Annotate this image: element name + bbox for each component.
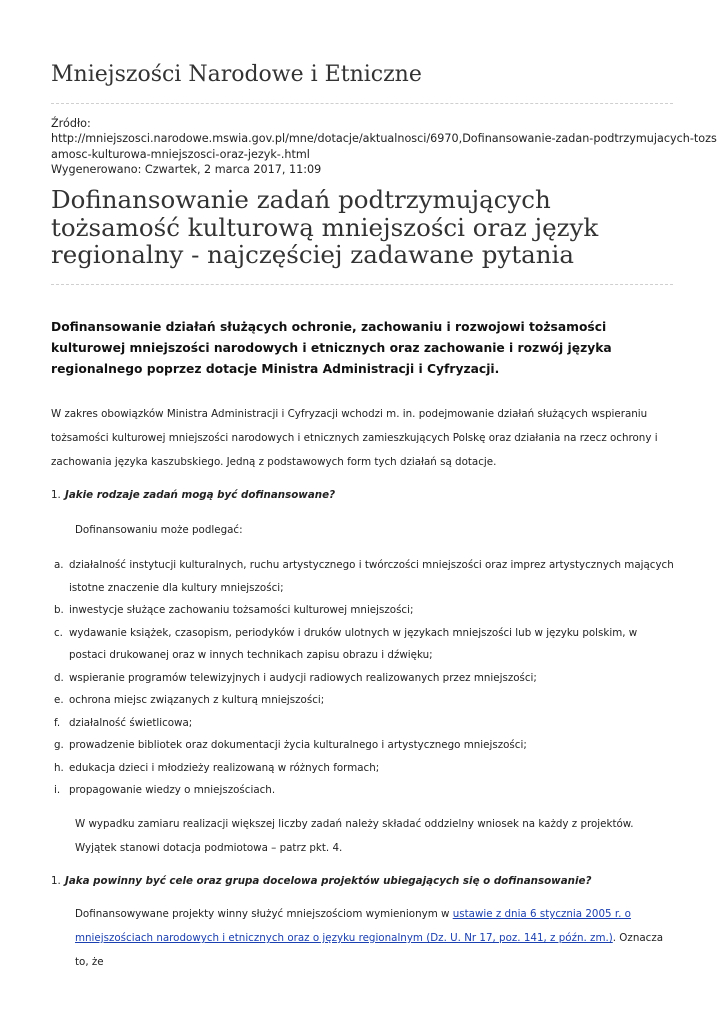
list-item-text: propagowanie wiedzy o mniejszościach. <box>69 784 276 796</box>
list-item <box>51 779 676 802</box>
source-url-line-1: http://mniejszosci.narodowe.mswia.gov.pl/mne/dotacje/aktualnosci/6970,Dofinansowanie-zadan-podtrzymujacych-tozs <box>51 132 717 146</box>
list-item <box>51 712 676 735</box>
eligible-tasks-list <box>51 554 676 802</box>
list-item-text: wydawanie książek, czasopism, periodyków i druków ulotnych w językach mniejszości lub w języku polskim, w postaci drukowanej oraz w innych technikach zapisu obrazu i dźwięku; <box>69 626 638 661</box>
question-1-lead-in: Dofinansowaniu może podlegać: <box>75 524 243 536</box>
list-item-marker: i. <box>54 784 61 796</box>
list-item-text: działalność świetlicowa; <box>69 716 193 729</box>
list-item-marker: g. <box>54 739 64 751</box>
source-label: Źródło: <box>51 117 91 130</box>
list-item <box>51 667 676 690</box>
list-item <box>51 689 676 712</box>
statute-link[interactable]: ustawie z dnia 6 stycznia 2005 r. o mniejszościach narodowych i etnicznych oraz o języku regionalnym (Dz. U. Nr 17, poz. 141, z późn. zm.) <box>75 908 631 944</box>
generated-timestamp: Wygenerowano: Czwartek, 2 marca 2017, 11:09 <box>51 163 322 177</box>
question-2-answer <box>75 902 675 974</box>
list-item-marker: d. <box>54 671 64 684</box>
article-lead: Dofinansowanie działań służących ochronie, zachowaniu i rozwojowi tożsamości kulturowej mniejszości narodowych i etnicznych oraz zachowanie i rozwój języka regionalnego poprzez dotacje Ministra Administracji i Cyfryzacji. <box>51 320 612 376</box>
list-item-text: działalność instytucji kulturalnych, ruchu artystycznego i twórczości mniejszości oraz imprez artystycznych mających istotne znaczenie dla kultury mniejszości; <box>69 559 674 594</box>
list-item-text: ochrona miejsc związanych z kulturą mniejszości; <box>69 694 325 706</box>
question-1 <box>51 488 335 502</box>
site-title: Mniejszości Narodowe i Etniczne <box>51 62 422 87</box>
list-item-marker: a. <box>54 559 64 571</box>
answer-text-after-link: . Oznacza to, że <box>75 932 664 968</box>
header-divider <box>51 103 673 104</box>
document-meta <box>51 116 717 178</box>
question-1-number: 1. <box>51 489 61 501</box>
source-url-line-2: amosc-kulturowa-mniejszosci-oraz-jezyk-.html <box>51 147 310 161</box>
list-item <box>51 554 676 599</box>
question-2 <box>51 874 591 888</box>
list-item-marker: b. <box>54 604 64 616</box>
list-item-text: prowadzenie bibliotek oraz dokumentacji życia kulturalnego i artystycznego mniejszości; <box>69 739 527 751</box>
list-item-marker: h. <box>54 761 64 774</box>
list-item <box>51 599 676 622</box>
list-item-text: wspieranie programów telewizyjnych i audycji radiowych realizowanych przez mniejszości; <box>69 671 537 684</box>
article-title: Dofinansowanie zadań podtrzymujących tożsamość kulturową mniejszości oraz język regionalny - najczęściej zadawane pytania <box>51 185 599 269</box>
question-1-note: W wypadku zamiaru realizacji większej liczby zadań należy składać oddzielny wniosek na każdy z projektów. Wyjątek stanowi dotacja podmiotowa – patrz pkt. 4. <box>75 818 634 854</box>
title-divider <box>51 284 673 285</box>
question-2-text: Jaka powinny być cele oraz grupa docelowa projektów ubiegających się o dofinansowanie? <box>65 875 592 887</box>
article-intro: W zakres obowiązków Ministra Administracji i Cyfryzacji wchodzi m. in. podejmowanie działań służących wspieraniu tożsamości kulturowej mniejszości narodowych i etnicznych zamieszkujących Polskę oraz działania na rzecz ochrony i zachowania języka kaszubskiego. Jedną z podstawowych form tych działań są dotacje. <box>51 408 658 468</box>
list-item-marker: c. <box>54 626 63 639</box>
list-item-marker: f. <box>54 716 61 729</box>
list-item <box>51 757 676 780</box>
list-item <box>51 734 676 757</box>
list-item-text: edukacja dzieci i młodzieży realizowaną w różnych formach; <box>69 761 380 774</box>
answer-text-before-link: Dofinansowywane projekty winny służyć mniejszościom wymienionym w <box>75 908 453 920</box>
list-item-text: inwestycje służące zachowaniu tożsamości kulturowej mniejszości; <box>69 604 414 616</box>
list-item <box>51 622 676 667</box>
question-1-text: Jakie rodzaje zadań mogą być dofinansowane? <box>65 489 336 501</box>
list-item-marker: e. <box>54 694 64 706</box>
question-2-number: 1. <box>51 875 61 887</box>
